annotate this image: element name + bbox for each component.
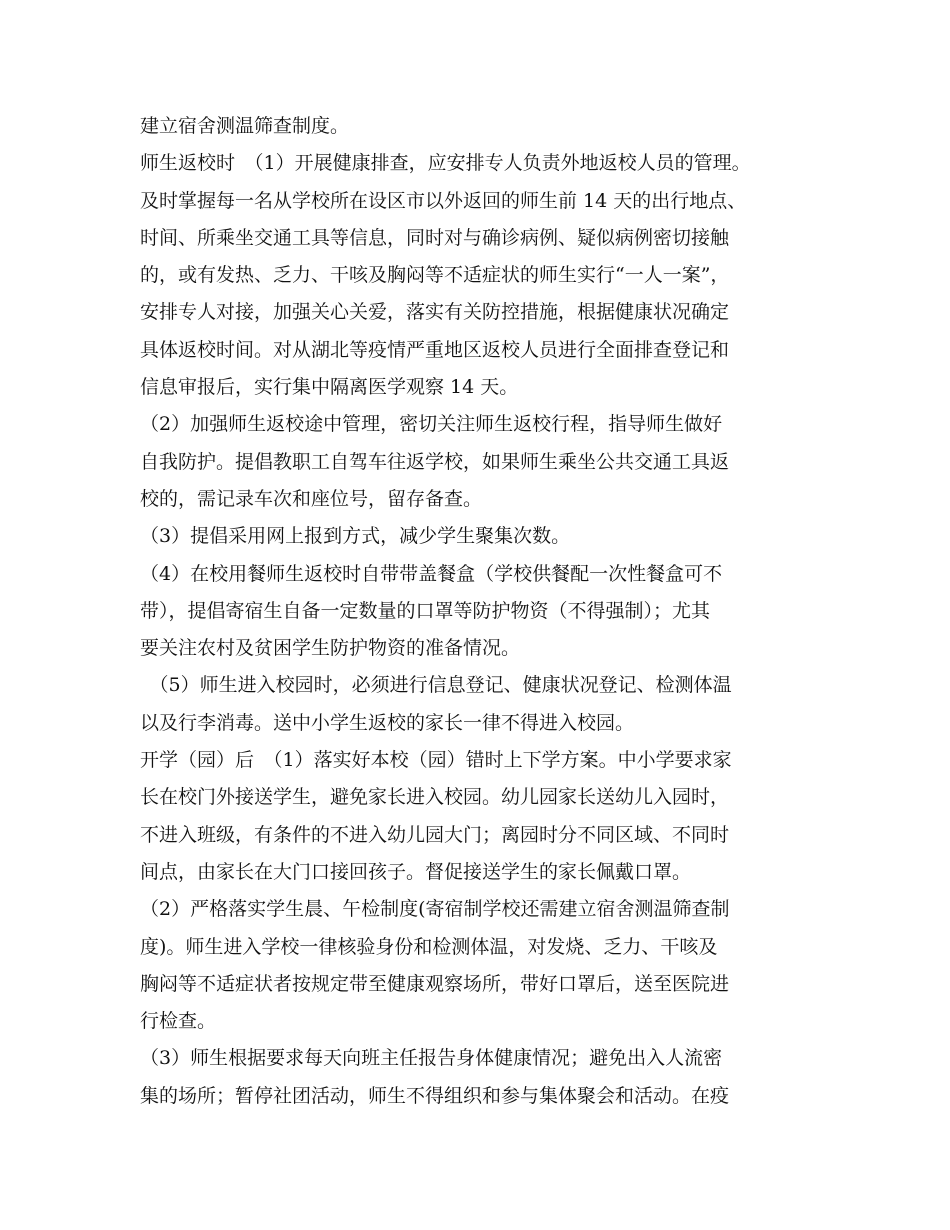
text-line: 信息审报后，实行集中隔离医学观察 14 天。 xyxy=(140,376,519,399)
text-line: 及时掌握每一名从学校所在设区市以外返回的师生前 14 天的出行地点、 xyxy=(140,189,747,212)
text-line: （2）严格落实学生晨、午检制度(寄宿制学校还需建立宿舍测温筛查制 xyxy=(140,898,730,921)
text-line: 集的场所；暂停社团活动，师生不得组织和参与集体聚会和活动。在疫 xyxy=(140,1084,730,1107)
text-line: 以及行李消毒。送中小学生返校的家长一律不得进入校园。 xyxy=(140,711,635,734)
text-line: 师生返校时 （1）开展健康排查，应安排专人负责外地返校人员的管理。 xyxy=(140,152,751,175)
text-line: 不进入班级，有条件的不进入幼儿园大门；离园时分不同区域、不同时 xyxy=(140,823,730,846)
text-line: 具体返校时间。对从湖北等疫情严重地区返校人员进行全面排查登记和 xyxy=(140,338,730,361)
text-line: 时间、所乘坐交通工具等信息，同时对与确诊病例、疑似病例密切接触 xyxy=(140,226,730,249)
text-line: 开学（园）后 （1）落实好本校（园）错时上下学方案。中小学要求家 xyxy=(140,749,732,772)
text-line: 间点，由家长在大门口接回孩子。督促接送学生的家长佩戴口罩。 xyxy=(140,860,692,883)
text-line: 胸闷等不适症状者按规定带至健康观察场所，带好口罩后，送至医院进 xyxy=(140,972,730,995)
text-line: 度)。师生进入学校一律核验身份和检测体温，对发烧、乏力、干咳及 xyxy=(140,935,718,958)
text-line: 的，或有发热、乏力、干咳及胸闷等不适症状的师生实行“一人一案”， xyxy=(140,264,730,287)
text-line: 长在校门外接送学生，避免家长进入校园。幼儿园家长送幼儿入园时， xyxy=(140,786,730,809)
text-line: 建立宿舍测温筛查制度。 xyxy=(140,115,350,137)
text-line: （3）师生根据要求每天向班主任报告身体健康情况；避免出入人流密 xyxy=(140,1047,723,1070)
text-line: 安排专人对接，加强关心关爱，落实有关防控措施，根据健康状况确定 xyxy=(140,301,730,324)
text-line: （4）在校用餐师生返校时自带带盖餐盒（学校供餐配一次性餐盒可不 xyxy=(140,562,723,585)
text-line: （2）加强师生返校途中管理，密切关注师生返校行程，指导师生做好 xyxy=(140,413,723,436)
text-line: （3）提倡采用网上报到方式，减少学生聚集次数。 xyxy=(140,525,571,548)
text-line: 校的，需记录车次和座位号，留存备查。 xyxy=(140,487,483,510)
text-line: 自我防护。提倡教职工自驾车往返学校，如果师生乘坐公共交通工具返 xyxy=(140,450,730,473)
text-line: （5）师生进入校园时，必须进行信息登记、健康状况登记、检测体温 xyxy=(140,674,732,697)
text-line: 要关注农村及贫困学生防护物资的准备情况。 xyxy=(140,637,521,660)
text-line: 行检查。 xyxy=(140,1010,217,1033)
document-body xyxy=(140,108,820,1115)
text-line: 带），提倡寄宿生自备一定数量的口罩等防护物资（不得强制）；尤其 xyxy=(140,599,711,622)
